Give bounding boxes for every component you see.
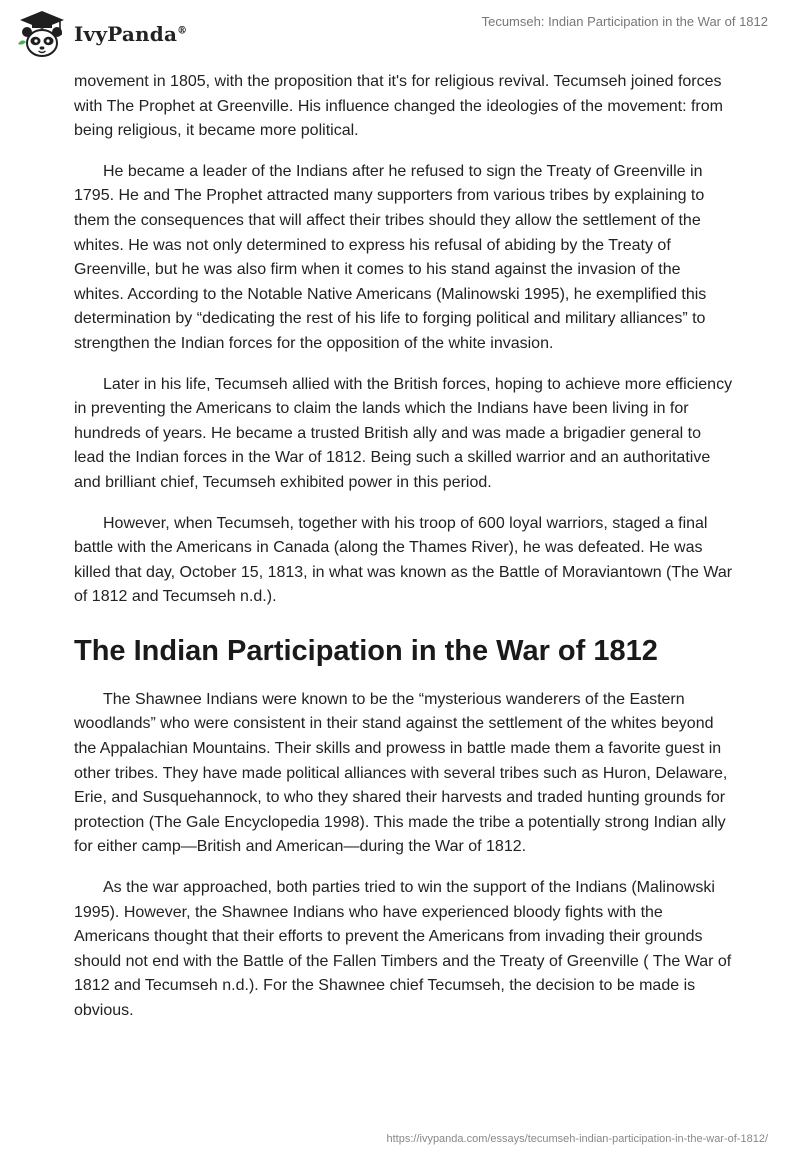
paragraph: However, when Tecumseh, together with his troop of 600 loyal warriors, staged a final battle with the Americans in Canada (along the Thames River), he was defeated. He was killed that day, October 15, 1813, in what was known as the Battle of Moraviantown (The War of 1812 and Tecumseh n.d.). [74, 514, 733, 606]
panda-logo-icon [14, 8, 70, 60]
page-header [0, 0, 800, 70]
source-url[interactable]: https://ivypanda.com/essays/tecumseh-indian-participation-in-the-war-of-1812/ [386, 1133, 768, 1145]
brand-logo[interactable] [14, 8, 187, 60]
brand-name: IvyPanda® [74, 22, 188, 46]
document-title: Tecumseh: Indian Participation in the War of 1812 [481, 14, 768, 29]
paragraph: movement in 1805, with the proposition that it's for religious revival. Tecumseh joined forces with The Prophet at Greenville. His influence changed the ideologies of the movement: from being religious, it became more political. [74, 73, 723, 140]
paragraph: Later in his life, Tecumseh allied with the British forces, hoping to achieve more efficiency in preventing the Americans to claim the lands which the Indians have been living in for hundreds of years. He became a trusted British ally and was made a brigadier general to lead the Indian forces in the War of 1812. Being such a skilled warrior and an authoritative and brilliant chief, Tecumseh exhibited power in this period. [74, 375, 733, 491]
paragraph: He became a leader of the Indians after he refused to sign the Treaty of Greenville in 1795. He and The Prophet attracted many supporters from various tribes by explaining to them the consequences that will affect their tribes should they allow the settlement of the whites. He was not only determined to express his refusal of abiding by the Treaty of Greenville, but he was also firm when it comes to his stand against the invasion of the whites. According to the Notable Native Americans (Malinowski 1995), he exemplified this determination by “dedicating the rest of his life to forging political and military alliances” to strengthen the Indian forces for the opposition of the white invasion. [74, 162, 707, 352]
section-heading: The Indian Participation in the War of 1812 [74, 634, 658, 667]
essay-body [74, 70, 734, 1040]
registered-mark: ® [177, 25, 188, 37]
paragraph: The Shawnee Indians were known to be the “mysterious wanderers of the Eastern woodlands” who were consistent in their stand against the settlement of the whites beyond the Appalachian Mountains. Their skills and prowess in battle made them a favorite guest in other tribes. They have made political alliances with several tribes such as Huron, Delaware, Erie, and Susquehannock, to who they shared their harvests and traded hunting grounds for protection (The Gale Encyclopedia 1998). This made the tribe a potentially strong Indian ally for either camp—British and American—during the War of 1812. [74, 690, 728, 856]
paragraph: As the war approached, both parties tried to win the support of the Indians (Malinowski 1995). However, the Shawnee Indians who have experienced bloody fights with the Americans thought that their efforts to prevent the Americans from invading their grounds should not end with the Battle of the Fallen Timbers and the Treaty of Greenville ( The War of 1812 and Tecumseh n.d.). For the Shawnee chief Tecumseh, the decision to be made is obvious. [74, 879, 732, 1019]
